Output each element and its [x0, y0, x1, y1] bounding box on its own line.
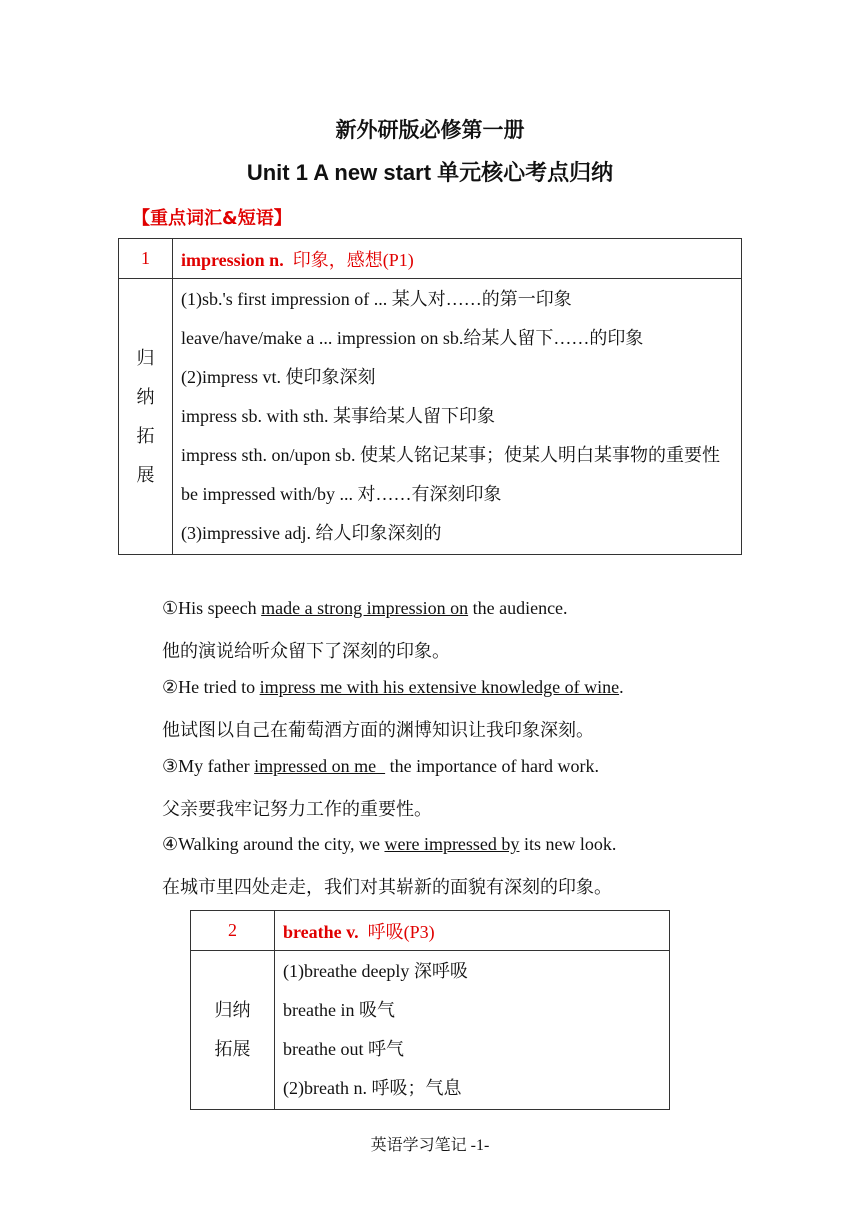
document-title: 新外研版必修第一册: [335, 119, 525, 142]
label-char: 拓展: [214, 1039, 251, 1059]
headword-term: impression n.: [181, 249, 284, 270]
example-text: the importance of hard work.: [385, 756, 600, 776]
headword-meaning: 印象，感想(P1): [292, 249, 414, 270]
table-header-row: [119, 239, 742, 279]
example-answer: impress me with his extensive knowledge of wine: [259, 677, 620, 697]
example-text: ④Walking around the city, we: [162, 834, 385, 854]
usage-line: impress sth. on/upon sb. 使某人铭记某事；使某人明白某事物的重要性: [181, 445, 721, 465]
summary-label: [119, 279, 173, 555]
example-text: its new look.: [519, 834, 617, 854]
section-heading: 【重点词汇&短语】: [132, 208, 292, 229]
headword-meaning: 呼吸(P3): [367, 921, 435, 942]
entry-number: 2: [191, 911, 275, 951]
vocab-table-breathe: [190, 910, 670, 1110]
table-body-row: [191, 951, 670, 1110]
usage-line: impress sb. with sth. 某事给某人留下印象: [181, 406, 496, 426]
document-subtitle: Unit 1 A new start 单元核心考点归纳: [246, 160, 614, 185]
table-body-row: [119, 279, 742, 555]
example-sentence: [162, 834, 616, 855]
label-char: 纳: [136, 386, 155, 407]
usage-line: breathe out 呼气: [283, 1039, 404, 1059]
example-translation: 父亲要我牢记努力工作的重要性。: [162, 799, 432, 819]
usage-line: leave/have/make a ... impression on sb.给某人留下……的印象: [181, 328, 644, 348]
page-footer: 英语学习笔记 -1-: [370, 1137, 490, 1154]
example-answer: were impressed by: [384, 834, 520, 854]
example-translation: 在城市里四处走走，我们对其崭新的面貌有深刻的印象。: [162, 877, 612, 897]
label-char: 归: [136, 347, 155, 368]
headword-term: breathe v.: [283, 921, 359, 942]
entry-headword: [275, 911, 670, 951]
example-sentence: [162, 598, 568, 619]
summary-lines: [275, 951, 670, 1110]
usage-line: (2)impress vt. 使印象深刻: [181, 367, 376, 387]
example-translation: 他的演说给听众留下了深刻的印象。: [162, 641, 450, 661]
usage-line: (1)breathe deeply 深呼吸: [283, 961, 468, 981]
summary-label: [191, 951, 275, 1110]
example-sentence: [162, 677, 624, 698]
entry-headword: [173, 239, 742, 279]
example-text: ③My father: [162, 756, 255, 776]
example-answer: made a strong impression on: [261, 598, 469, 618]
vocab-table-impression: [118, 238, 742, 555]
example-sentence: [162, 756, 599, 777]
table-header-row: [191, 911, 670, 951]
example-text: .: [619, 677, 624, 697]
usage-line: (2)breath n. 呼吸；气息: [283, 1078, 462, 1098]
example-text: ①His speech: [162, 598, 262, 618]
label-char: 展: [136, 464, 155, 485]
summary-lines: [173, 279, 742, 555]
example-translation: 他试图以自己在葡萄酒方面的渊博知识让我印象深刻。: [162, 720, 594, 740]
usage-line: (1)sb.'s first impression of ... 某人对……的第一印象: [181, 289, 572, 309]
example-text: ②He tried to: [162, 677, 260, 697]
label-char: 归纳: [214, 1000, 251, 1020]
label-char: 拓: [136, 425, 155, 446]
usage-line: (3)impressive adj. 给人印象深刻的: [181, 523, 442, 543]
usage-line: breathe in 吸气: [283, 1000, 395, 1020]
example-answer: impressed on me: [254, 756, 386, 776]
usage-line: be impressed with/by ... 对……有深刻印象: [181, 484, 502, 504]
example-text: the audience.: [468, 598, 568, 618]
entry-number: 1: [119, 239, 173, 279]
